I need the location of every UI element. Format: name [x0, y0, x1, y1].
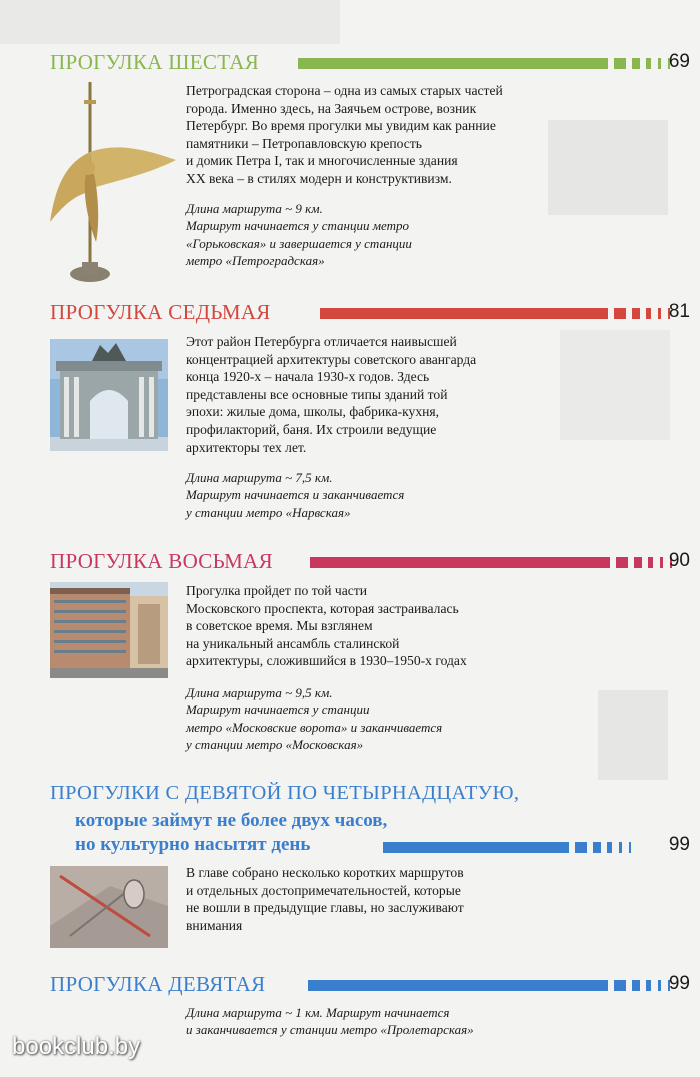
text-line: и отдельных достопримечательностей, которые [186, 882, 461, 898]
section-6-header [50, 50, 690, 76]
route-line: у станции метро «Нарвская» [186, 504, 351, 520]
text-line: Петербург. Во время прогулки мы увидим как ранние [186, 118, 496, 134]
text-line: Петроградская сторона – одна из самых старых частей [186, 83, 503, 98]
bleed-through-block [0, 0, 340, 44]
text-line: внимания [186, 917, 243, 933]
section-8-dash [660, 557, 663, 568]
route-line: Длина маршрута ~ 9,5 км. [186, 685, 333, 700]
section-7-dash [646, 308, 651, 319]
section-9-14-dash [629, 842, 631, 853]
section-6-description [186, 82, 503, 188]
route-line: Длина маршрута ~ 9 км. [186, 201, 323, 216]
section-6-dash [614, 58, 626, 69]
section-9-14-dash [607, 842, 612, 853]
section-7-dash [658, 308, 661, 319]
section-9-14-bar [383, 842, 569, 853]
section-9-header [50, 972, 690, 998]
route-line: Маршрут начинается у станции метро [186, 218, 409, 234]
text-line: конца 1920-х – начала 1930-х годов. Здесь [186, 369, 430, 385]
route-line: Длина маршрута ~ 1 км. Маршрут начинается [186, 1005, 450, 1020]
section-8-page-number: 90 [668, 550, 690, 571]
bleed-through-block [560, 330, 670, 440]
section-8-bar [310, 557, 610, 568]
section-9-dash [632, 980, 640, 991]
section-9-bar [308, 980, 608, 991]
section-6-page-number: 69 [668, 51, 690, 72]
section-6-title: ПРОГУЛКА ШЕСТАЯ [50, 50, 260, 74]
route-line: Маршрут начинается и заканчивается [186, 487, 405, 503]
section-9-title: ПРОГУЛКА ДЕВЯТАЯ [50, 972, 266, 996]
section-7-description [186, 333, 476, 456]
text-line: в советское время. Мы взглянем [186, 618, 373, 634]
text-line: города. Именно здесь, на Заячьем острове, возник [186, 100, 477, 116]
route-line: Маршрут начинается у станции [186, 702, 370, 718]
section-9-14-dash [575, 842, 587, 853]
section-8-route [186, 684, 442, 754]
text-line: Прогулка пройдет по той части [186, 583, 368, 598]
angel-spire-image [48, 82, 178, 292]
bleed-through-block [598, 690, 668, 780]
bleed-through-block [548, 120, 668, 215]
section-8-description [186, 582, 467, 670]
section-8-dash [616, 557, 628, 568]
section-7-page-number: 81 [668, 301, 690, 322]
section-8-header [50, 549, 690, 575]
section-6-dash [646, 58, 651, 69]
text-line: архитекторы тех лет. [186, 439, 307, 455]
text-line: концентрацией архитектуры советского авангарда [186, 351, 477, 367]
section-6-dash [658, 58, 661, 69]
section-7-title: ПРОГУЛКА СЕДЬМАЯ [50, 300, 271, 324]
route-line: метро «Московские ворота» и заканчивается [186, 719, 443, 735]
section-8-dash [634, 557, 642, 568]
section-7-bar [320, 308, 608, 319]
section-9-dash [658, 980, 661, 991]
text-line: на уникальный ансамбль сталинской [186, 635, 400, 651]
section-7-dash [632, 308, 640, 319]
route-line: и заканчивается у станции метро «Пролетарская» [186, 1022, 474, 1038]
section-9-14-dash [619, 842, 622, 853]
route-line: Длина маршрута ~ 7,5 км. [186, 470, 333, 485]
section-7-dash [614, 308, 626, 319]
section-9-14-subtitle-2: но культурно насытят день [75, 834, 311, 855]
narva-gate-image [50, 339, 168, 451]
text-line: не вошли в предыдущие главы, но заслуживают [186, 900, 464, 916]
section-6-dash [632, 58, 640, 69]
text-line: XX века – в стилях модерн и конструктивизм. [186, 170, 452, 186]
route-line: у станции метро «Московская» [186, 737, 364, 753]
section-9-14-subtitle-1: которые займут не более двух часов, [75, 810, 388, 831]
section-8-dash [648, 557, 653, 568]
watermark: bookclub.by [12, 1033, 141, 1060]
text-line: Этот район Петербурга отличается наивысшей [186, 334, 457, 349]
text-line: В главе собрано несколько коротких маршрутов [186, 865, 464, 880]
section-6-route [186, 200, 412, 270]
map-detail-image [50, 866, 168, 948]
section-9-dash [614, 980, 626, 991]
text-line: представлены все основные типы зданий той [186, 386, 448, 402]
text-line: памятники – Петропавловскую крепость [186, 135, 422, 151]
route-line: метро «Петроградская» [186, 253, 325, 269]
section-9-14-description [186, 864, 464, 934]
section-9-dash [646, 980, 651, 991]
route-line: «Горьковская» и завершается у станции [186, 235, 412, 251]
text-line: эпохи: жилые дома, школы, фабрика-кухня, [186, 404, 440, 420]
section-7-route [186, 469, 404, 521]
section-8-title: ПРОГУЛКА ВОСЬМАЯ [50, 549, 273, 573]
section-9-14-title: ПРОГУЛКИ С ДЕВЯТОЙ ПО ЧЕТЫРНАДЦАТУЮ, [50, 782, 520, 804]
text-line: Московского проспекта, которая застраивалась [186, 600, 459, 616]
section-6-bar [298, 58, 608, 69]
moskovsky-building-image [50, 582, 168, 678]
section-9-page-number: 99 [668, 973, 690, 994]
text-line: архитектуры, сложившийся в 1930–1950-х годах [186, 653, 467, 669]
section-9-14-dash [593, 842, 601, 853]
text-line: профилакторий, баня. Их строили ведущие [186, 421, 437, 437]
section-9-route [186, 1004, 474, 1039]
section-9-14-page-number: 99 [668, 834, 690, 855]
text-line: и домик Петра I, так и многочисленные здания [186, 153, 458, 169]
section-7-header [50, 300, 690, 326]
